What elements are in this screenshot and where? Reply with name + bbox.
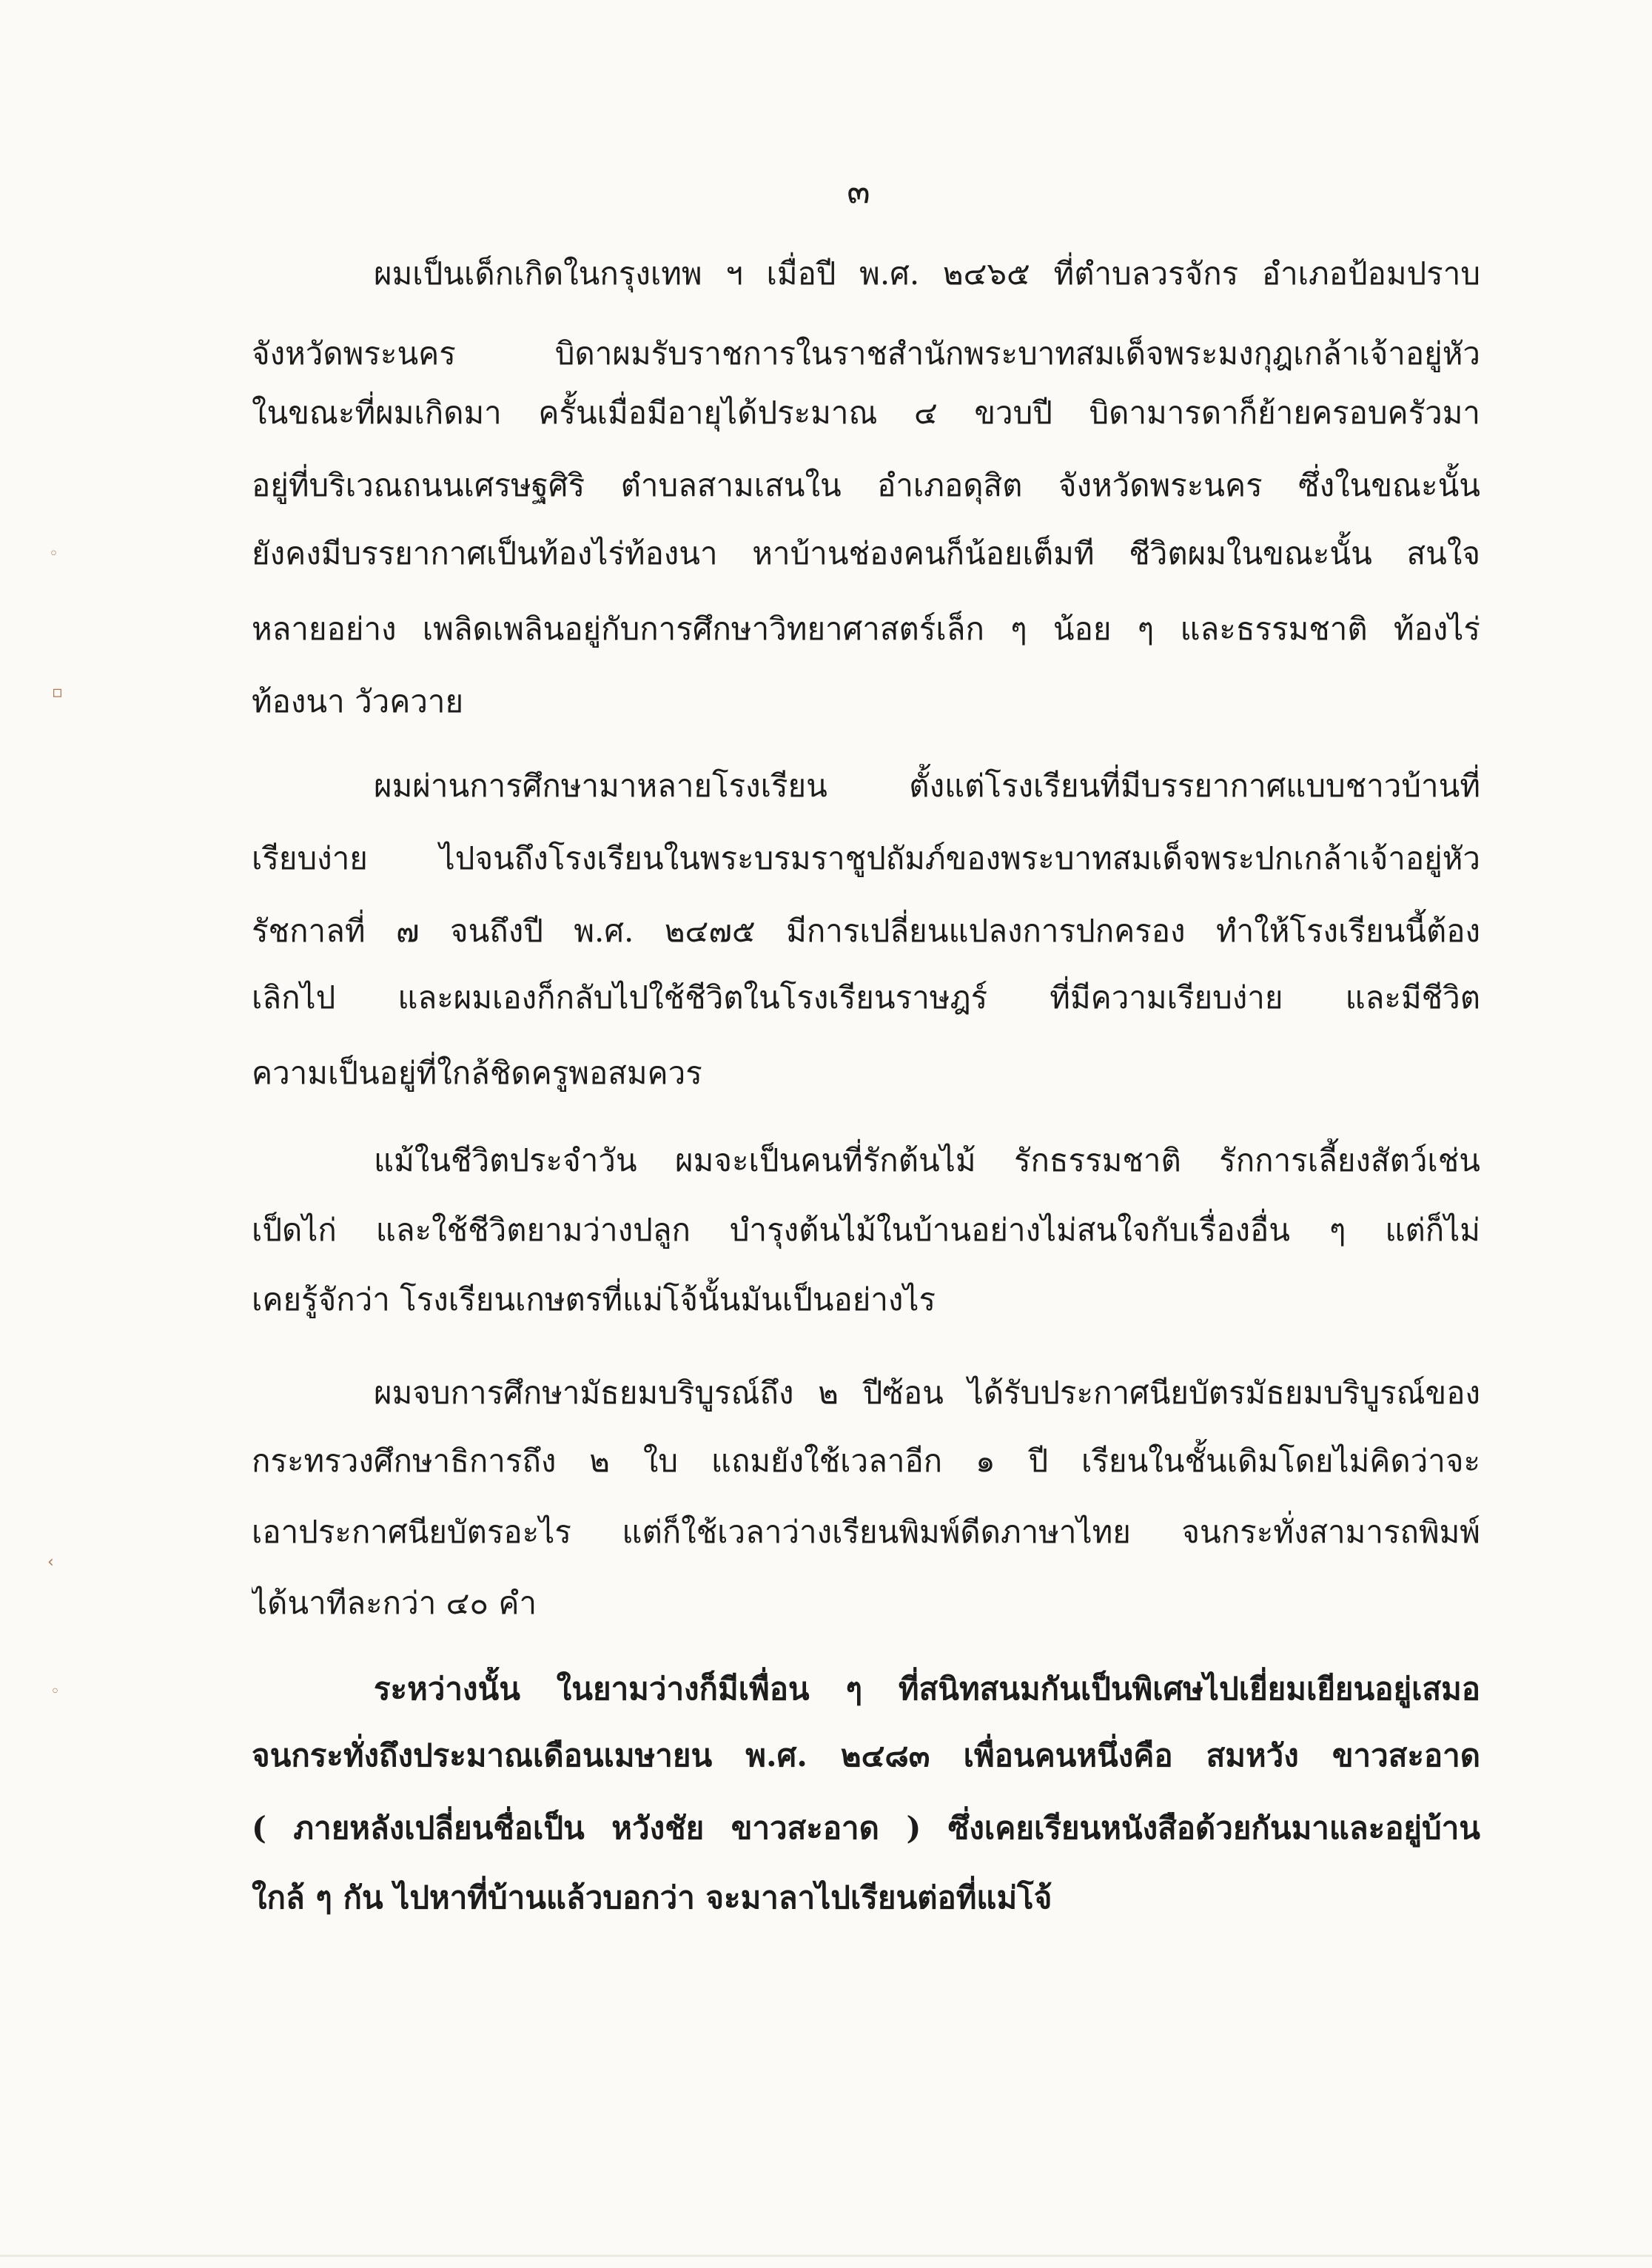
- paragraph-1-line-1: ผมเป็นเด็กเกิดในกรุงเทพ ฯ เมื่อปี พ.ศ. ๒๔๖๕ ที่ตำบลวรจักร อำเภอป้อมปราบ: [374, 255, 1480, 292]
- paragraph-1-line-3: ในขณะที่ผมเกิดมา ครั้นเมื่อมีอายุได้ประมาณ ๔ ขวบปี บิดามารดาก็ย้ายครอบครัวมา: [252, 395, 1480, 431]
- paragraph-2-line-3: รัชกาลที่ ๗ จนถึงปี พ.ศ. ๒๔๗๕ มีการเปลี่ยนแปลงการปกครอง ทำให้โรงเรียนนี้ต้อง: [252, 913, 1480, 949]
- paragraph-2-line-5: ความเป็นอยู่ที่ใกล้ชิดครูพอสมควร: [252, 1055, 702, 1091]
- paragraph-4-line-4: ได้นาทีละกว่า ๔๐ คำ: [252, 1585, 537, 1621]
- paragraph-5-line-2: จนกระทั่งถึงประมาณเดือนเมษายน พ.ศ. ๒๔๘๓ เพื่อนคนหนึ่งคือ สมหวัง ขาวสะอาด: [252, 1737, 1480, 1774]
- paragraph-2-line-4: เลิกไป และผมเองก็กลับไปใช้ชีวิตในโรงเรียนราษฎร์ ที่มีความเรียบง่าย และมีชีวิต: [252, 979, 1480, 1016]
- paragraph-1-line-5: ยังคงมีบรรยากาศเป็นท้องไร่ท้องนา หาบ้านช่องคนก็น้อยเต็มที ชีวิตผมในขณะนั้น สนใจ: [252, 535, 1480, 571]
- paragraph-4-line-2: กระทรวงศึกษาธิการถึง ๒ ใบ แถมยังใช้เวลาอีก ๑ ปี เรียนในชั้นเดิมโดยไม่คิดว่าจะ: [252, 1443, 1480, 1479]
- paragraph-4-line-3: เอาประกาศนียบัตรอะไร แต่ก็ใช้เวลาว่างเรียนพิมพ์ดีดภาษาไทย จนกระทั่งสามารถพิมพ์: [252, 1514, 1480, 1550]
- paragraph-3-line-3: เคยรู้จักว่า โรงเรียนเกษตรที่แม่โจ้นั้นมันเป็นอย่างไร: [252, 1281, 936, 1318]
- paragraph-5-line-3: ( ภายหลังเปลี่ยนชื่อเป็น หวังชัย ขาวสะอาด ) ซึ่งเคยเรียนหนังสือด้วยกันมาและอยู่บ้าน: [252, 1810, 1480, 1846]
- margin-speck: ‹: [47, 1553, 54, 1571]
- page-bottom-edge: [0, 2255, 1652, 2257]
- page-number: ๓: [847, 171, 870, 211]
- paragraph-3-line-1: แม้ในชีวิตประจำวัน ผมจะเป็นคนที่รักต้นไม้ รักธรรมชาติ รักการเลี้ยงสัตว์เช่น: [374, 1142, 1480, 1178]
- paragraph-5-line-4: ใกล้ ๆ กัน ไปหาที่บ้านแล้วบอกว่า จะมาลาไปเรียนต่อที่แม่โจ้: [252, 1879, 1052, 1916]
- paragraph-4-line-1: ผมจบการศึกษามัธยมบริบูรณ์ถึง ๒ ปีซ้อน ได้รับประกาศนียบัตรมัธยมบริบูรณ์ของ: [374, 1375, 1480, 1411]
- paragraph-1-line-4: อยู่ที่บริเวณถนนเศรษฐศิริ ตำบลสามเสนใน อำเภอดุสิต จังหวัดพระนคร ซึ่งในขณะนั้น: [252, 467, 1480, 503]
- paragraph-1-line-2: จังหวัดพระนคร บิดาผมรับราชการในราชสำนักพระบาทสมเด็จพระมงกุฎเกล้าเจ้าอยู่หัว: [252, 335, 1480, 372]
- margin-speck: ▫: [52, 683, 63, 702]
- paragraph-2-line-2: เรียบง่าย ไปจนถึงโรงเรียนในพระบรมราชูปถัมภ์ของพระบาทสมเด็จพระปกเกล้าเจ้าอยู่หัว: [252, 840, 1480, 876]
- paragraph-5-line-1: ระหว่างนั้น ในยามว่างก็มีเพื่อน ๆ ที่สนิทสนมกันเป็นพิเศษไปเยี่ยมเยียนอยู่เสมอ: [374, 1671, 1480, 1707]
- paragraph-1-line-7: ท้องนา วัวควาย: [252, 683, 464, 719]
- paragraph-2-line-1: ผมผ่านการศึกษามาหลายโรงเรียน ตั้งแต่โรงเรียนที่มีบรรยากาศแบบชาวบ้านที่: [374, 768, 1480, 804]
- paragraph-3-line-2: เป็ดไก่ และใช้ชีวิตยามว่างปลูก บำรุงต้นไม้ในบ้านอย่างไม่สนใจกับเรื่องอื่น ๆ แต่ก็ไม่: [252, 1212, 1480, 1248]
- margin-speck: ◦: [50, 1682, 60, 1701]
- paragraph-1-line-6: หลายอย่าง เพลิดเพลินอยู่กับการศึกษาวิทยาศาสตร์เล็ก ๆ น้อย ๆ และธรรมชาติ ท้องไร่: [252, 611, 1480, 647]
- margin-speck: ◦: [49, 545, 58, 563]
